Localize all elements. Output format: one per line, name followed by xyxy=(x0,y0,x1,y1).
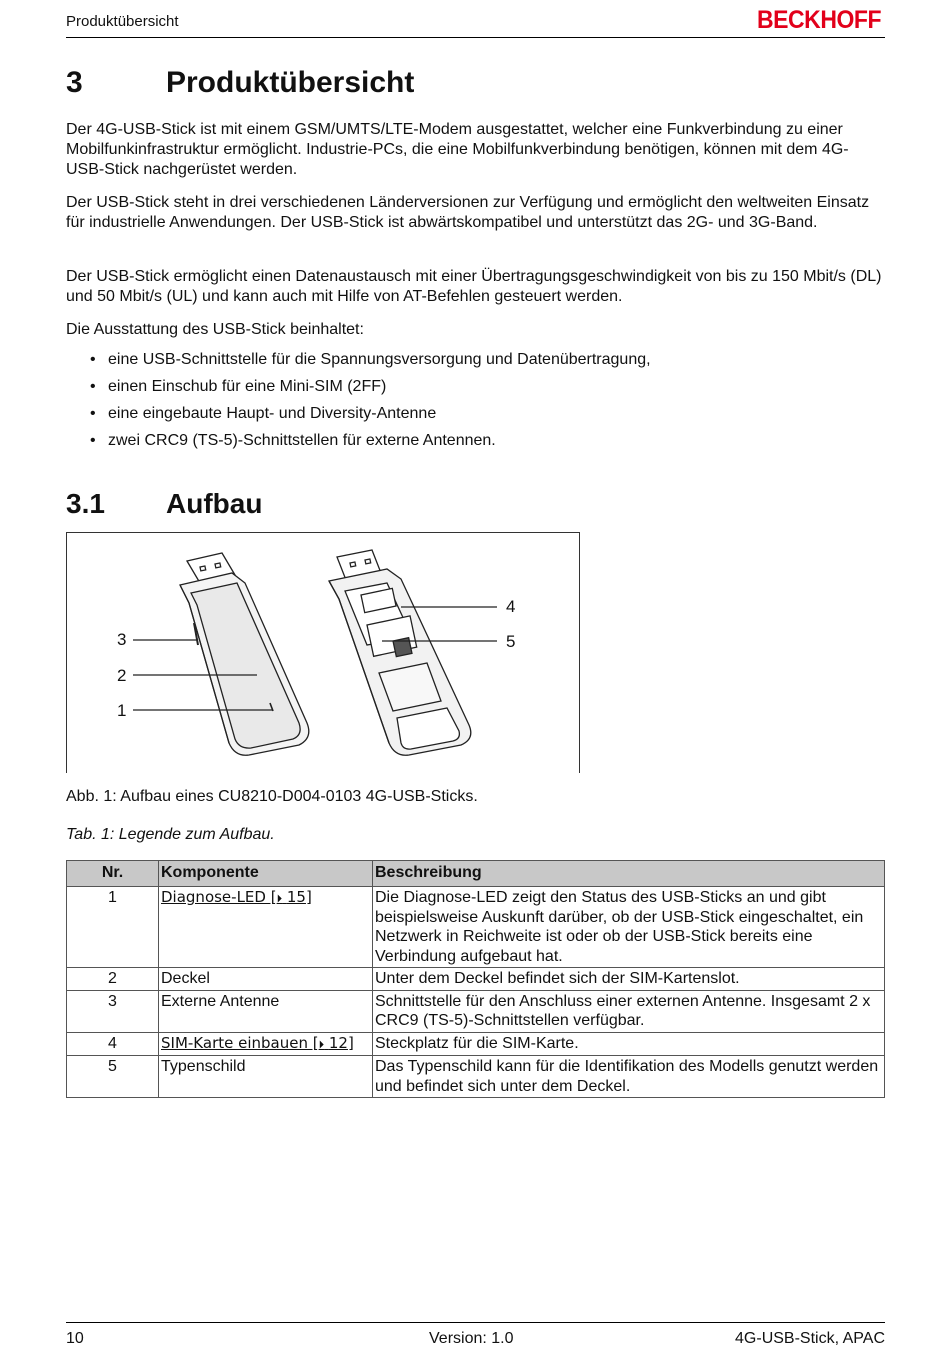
beschreibung-cell: Unter dem Deckel befindet sich der SIM-Kartenslot. xyxy=(373,968,885,991)
sim-karte-einbauen-link[interactable]: SIM-Karte einbauen [⏵ 12] xyxy=(161,1033,354,1052)
list-item: • zwei CRC9 (TS-5)-Schnittstellen für externe Antennen. xyxy=(90,432,496,449)
page-ref-arrow-icon: ⏵ xyxy=(276,892,283,905)
komponente-cell: Externe Antenne xyxy=(159,990,373,1032)
paragraph-intro: Der 4G-USB-Stick ist mit einem GSM/UMTS/LTE-Modem ausgestattet, welcher eine Funkverbindung zu einer Mobilfunkinfrastruktur ermöglicht. Industrie-PCs, die eine Mobilfunkverbindung benötigen, können mit dem 4G-USB-Stick nachgerüstet werden. xyxy=(66,121,849,178)
list-item: • eine USB-Schnittstelle für die Spannungsversorgung und Datenübertragung, xyxy=(90,351,651,368)
bullet-icon: • xyxy=(90,405,96,422)
beschreibung-cell: Die Diagnose-LED zeigt den Status des USB-Sticks an und gibt beispielsweise Auskunft darüber, ob der USB-Stick eingeschaltet, ein Netzwerk in Reichweite ist oder ob der USB-Stick bereits eine Verbindung aufgebaut hat. xyxy=(373,887,885,968)
beschreibung-cell: Das Typenschild kann für die Identifikation des Modells genutzt werden und befindet sich unter dem Deckel. xyxy=(373,1056,885,1098)
komponente-cell xyxy=(159,1032,373,1056)
header-beschreibung: Beschreibung xyxy=(373,861,885,887)
footer-rule xyxy=(66,1322,885,1323)
komponente-cell xyxy=(159,887,373,968)
komponente-cell: Typenschild xyxy=(159,1056,373,1098)
equipment-list xyxy=(90,350,890,458)
list-item: • einen Einschub für eine Mini-SIM (2FF) xyxy=(90,378,387,395)
diagnose-led-link[interactable]: Diagnose-LED [⏵ 15] xyxy=(161,888,312,906)
table-caption: Tab. 1: Legende zum Aufbau. xyxy=(66,826,275,843)
komponente-cell: Deckel xyxy=(159,968,373,991)
table-row xyxy=(67,887,885,968)
table-row xyxy=(67,1056,885,1098)
product-name: 4G-USB-Stick, APAC xyxy=(735,1330,885,1347)
section-number: 3.1 xyxy=(66,488,105,519)
row-nr: 2 xyxy=(67,968,159,991)
beschreibung-cell: Schnittstelle für den Anschluss einer externen Antenne. Insgesamt 2 x CRC9 (TS-5)-Schnittstellen verfügbar. xyxy=(373,990,885,1032)
row-nr: 4 xyxy=(67,1032,159,1056)
paragraph-datarate: Der USB-Stick ermöglicht einen Datenaustausch mit einer Übertragungsgeschwindigkeit von bis zu 150 Mbit/s (DL) und 50 Mbit/s (UL) und kann auch mit Hilfe von AT-Befehlen gesteuert werden. xyxy=(66,268,882,305)
callout-4: 4 xyxy=(506,597,516,616)
header-komponente: Komponente xyxy=(159,861,373,887)
list-item: • eine eingebaute Haupt- und Diversity-Antenne xyxy=(90,405,437,422)
page-number: 10 xyxy=(66,1330,84,1347)
table-row xyxy=(67,968,885,991)
bullet-icon: • xyxy=(90,432,96,449)
section-title: Aufbau xyxy=(166,488,263,519)
table-row xyxy=(67,1032,885,1056)
running-header-title: Produktübersicht xyxy=(66,13,179,30)
callout-2: 2 xyxy=(117,666,127,685)
table-row xyxy=(67,990,885,1032)
beschreibung-cell: Steckplatz für die SIM-Karte. xyxy=(373,1032,885,1056)
usb-stick-figure xyxy=(66,532,580,773)
callout-5: 5 xyxy=(506,632,516,651)
header-nr: Nr. xyxy=(67,861,159,887)
legend-table xyxy=(66,860,885,1098)
row-nr: 3 xyxy=(67,990,159,1032)
header-rule xyxy=(66,37,885,38)
page-ref-arrow-icon: ⏵ xyxy=(318,1037,325,1051)
usb-stick-illustration xyxy=(67,533,579,773)
callout-1: 1 xyxy=(117,701,127,720)
table-header-row xyxy=(67,861,885,887)
chapter-number: 3 xyxy=(66,66,83,99)
row-nr: 5 xyxy=(67,1056,159,1098)
figure-caption: Abb. 1: Aufbau eines CU8210-D004-0103 4G-USB-Sticks. xyxy=(66,788,478,805)
callout-3: 3 xyxy=(117,630,127,649)
row-nr: 1 xyxy=(67,887,159,968)
paragraph-versions: Der USB-Stick steht in drei verschiedenen Länderversionen zur Verfügung und ermöglicht den weltweiten Einsatz für industrielle Anwendungen. Der USB-Stick ist abwärtskompatibel und unterstützt das 2G- und 3G-Band. xyxy=(66,194,870,231)
paragraph-equipment-intro: Die Ausstattung des USB-Stick beinhaltet: xyxy=(66,321,364,338)
beckhoff-logo: BECKHOFF xyxy=(757,6,882,34)
version-label: Version: 1.0 xyxy=(429,1330,514,1347)
bullet-icon: • xyxy=(90,378,96,395)
chapter-title: Produktübersicht xyxy=(166,66,415,99)
bullet-icon: • xyxy=(90,351,96,368)
